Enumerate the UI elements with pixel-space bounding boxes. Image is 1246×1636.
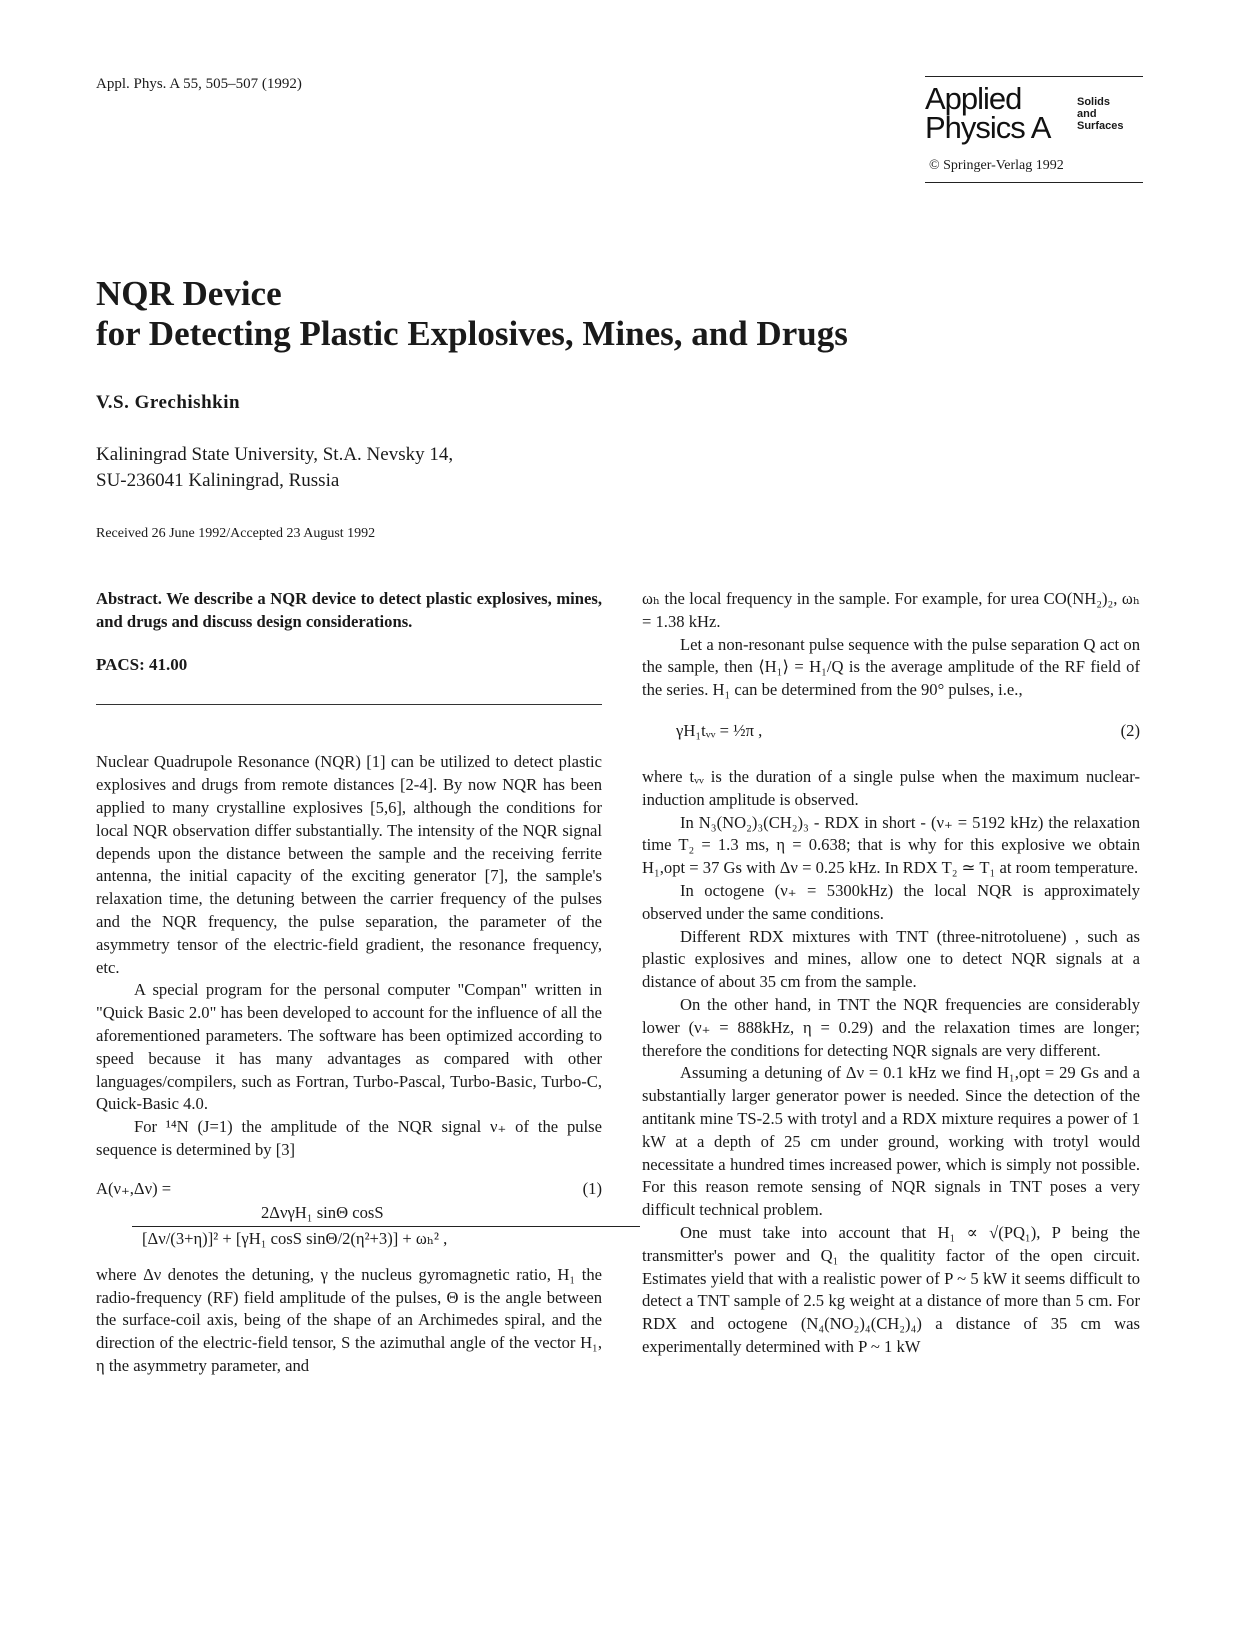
journal-citation: Appl. Phys. A 55, 505–507 (1992) <box>96 76 302 92</box>
equation-1-numerator: 2ΔνγH₁ sinΘ cosS <box>261 1202 384 1222</box>
body-paragraph: In N₃(NO₂)₃(CH₂)₃ - RDX in short - (ν₊ = 5192 kHz) the relaxation time T₂ = 1.3 ms, η = 0.638; that is why for this explosive we obtain H₁,opt = 37 Gs with Δν = 0.25 kHz. In RDX T₂ ≃ T₁ at room temperature. <box>642 812 1140 878</box>
equation-2-number: (2) <box>1120 720 1140 740</box>
journal-logo <box>925 81 1051 145</box>
abstract: Abstract. We describe a NQR device to detect plastic explosives, mines, and drugs and discuss design considerations. <box>96 589 602 631</box>
equation-1 <box>96 1178 602 1252</box>
copyright: © Springer-Verlag 1992 <box>929 158 1064 173</box>
brand-sub-2: and <box>1077 108 1097 120</box>
title-line-1: NQR Device <box>96 274 282 313</box>
journal-section <box>1077 96 1123 132</box>
brand-sub-3: Surfaces <box>1077 120 1124 132</box>
received-dates: Received 26 June 1992/Accepted 23 August 1992 <box>96 526 376 541</box>
body-paragraph: Assuming a detuning of Δν = 0.1 kHz we find H₁,opt = 29 Gs and a substantially larger generator power is needed. Since the detection of the antitank mine TS-2.5 with trotyl and a RDX mixture requires a power of 1 kW at a depth of 25 cm under ground, working with trotyl would necessitate a hundred times increased power, which is simply not possible. For this reason remote sensing of NQR signals in TNT poses a very difficult technical problem. <box>642 1063 1140 1220</box>
brand-top-rule <box>925 76 1143 77</box>
body-paragraph: One must take into account that H₁ ∝ √(PQ₁), P being the transmitter's power and Q₁ the qualitity factor of the open circuit. Estimates yield that with a realistic power of P ~ 5 kW it seems difficult to detect a TNT sample of 2.5 kg weight at a distance of more than 5 cm. For RDX and octogene (N₄(NO₂)₄(CH₂)₄) a distance of 35 cm was experimentally determined with P ~ 1 kW <box>642 1222 1140 1356</box>
equation-2 <box>642 714 1140 752</box>
body-paragraph: On the other hand, in TNT the NQR frequencies are considerably lower (ν₊ = 888kHz, η = 0.29) and the relaxation times are longer; therefore the conditions for detecting NQR signals are very different. <box>642 994 1140 1060</box>
fraction-bar <box>132 1226 640 1227</box>
affiliation-line-1: Kaliningrad State University, St.A. Nevsky 14, <box>96 444 454 465</box>
author: V.S. Grechishkin <box>96 392 241 413</box>
body-paragraph: Different RDX mixtures with TNT (three-nitrotoluene) , such as plastic explosives and mines, allow one to detect NQR signals at a distance of about 35 cm from the sample. <box>642 926 1140 992</box>
pacs: PACS: 41.00 <box>96 654 188 674</box>
body-paragraph: For ¹⁴N (J=1) the amplitude of the NQR signal ν₊ of the pulse sequence is determined by [3] <box>96 1117 602 1159</box>
left-column <box>96 588 602 1378</box>
equation-1-denominator: [Δν/(3+η)]² + [γH₁ cosS sinΘ/2(η²+3)] + ωₕ² , <box>142 1228 448 1248</box>
body-paragraph: where Δν denotes the detuning, γ the nucleus gyromagnetic ratio, H₁ the radio-frequency (RF) field amplitude of the pulses, Θ is the angle between the surface-coil axis, being of the shape of an Archimedes spiral, and the direction of the electric-field tensor, S the azimuthal angle of the vector H₁, η the asymmetry parameter, and <box>96 1264 602 1375</box>
brand-sub-1: Solids <box>1077 96 1111 108</box>
affiliation <box>96 442 453 494</box>
body-paragraph: In octogene (ν₊ = 5300kHz) the local NQR is approximately observed under the same conditions. <box>642 880 1140 923</box>
abstract-divider <box>96 704 602 705</box>
equation-1-lhs: A(ν₊,Δν) = <box>96 1178 172 1198</box>
body-paragraph: A special program for the personal computer "Compan" written in "Quick Basic 2.0" has been developed to account for the influence of all the aforementioned parameters. The software has been optimized according to speed because it has many advantages as compared with other languages/compilers, such as Fortran, Turbo-Pascal, Turbo-Basic, Turbo-C, Quick-Basic 4.0. <box>96 980 602 1114</box>
brand-bottom-rule <box>925 182 1143 183</box>
body-paragraph: Let a non-resonant pulse sequence with the pulse separation Q act on the sample, then ⟨H₁⟩ = H₁/Q is the average amplitude of the RF field of the series. H₁ can be determined from the 90° pulses, i.e., <box>642 634 1140 700</box>
body-paragraph: ωₕ the local frequency in the sample. For example, for urea CO(NH₂)₂, ωₕ = 1.38 kHz. <box>642 589 1140 631</box>
brand-line-1: Applied <box>925 81 1022 116</box>
article-title <box>96 274 848 354</box>
affiliation-line-2: SU-236041 Kaliningrad, Russia <box>96 470 340 491</box>
equation-2-expression: γH₁tᵥᵥ = ½π , <box>676 720 763 740</box>
right-column <box>642 588 1140 1359</box>
equation-1-number: (1) <box>582 1178 602 1198</box>
body-paragraph: Nuclear Quadrupole Resonance (NQR) [1] can be utilized to detect plastic explosives and drugs from remote distances [2-4]. By now NQR has been applied to many crystalline explosives [5,6], although the conditions for local NQR observation differ substantially. The intensity of the NQR signal depends upon the distance between the sample and the receiving ferrite antenna, the initial capacity of the exciting generator [7], the sample's relaxation time, the detuning between the carrier frequency of the pulses and the NQR frequency, the pulse separation, the parameter of the asymmetry tensor of the electric-field gradient, the resonance frequency, etc. <box>96 752 602 977</box>
title-line-2: for Detecting Plastic Explosives, Mines, and Drugs <box>96 314 848 353</box>
brand-line-2: Physics A <box>925 110 1051 145</box>
body-paragraph: where tᵥᵥ is the duration of a single pulse when the maximum nuclear-induction amplitude is observed. <box>642 766 1140 809</box>
